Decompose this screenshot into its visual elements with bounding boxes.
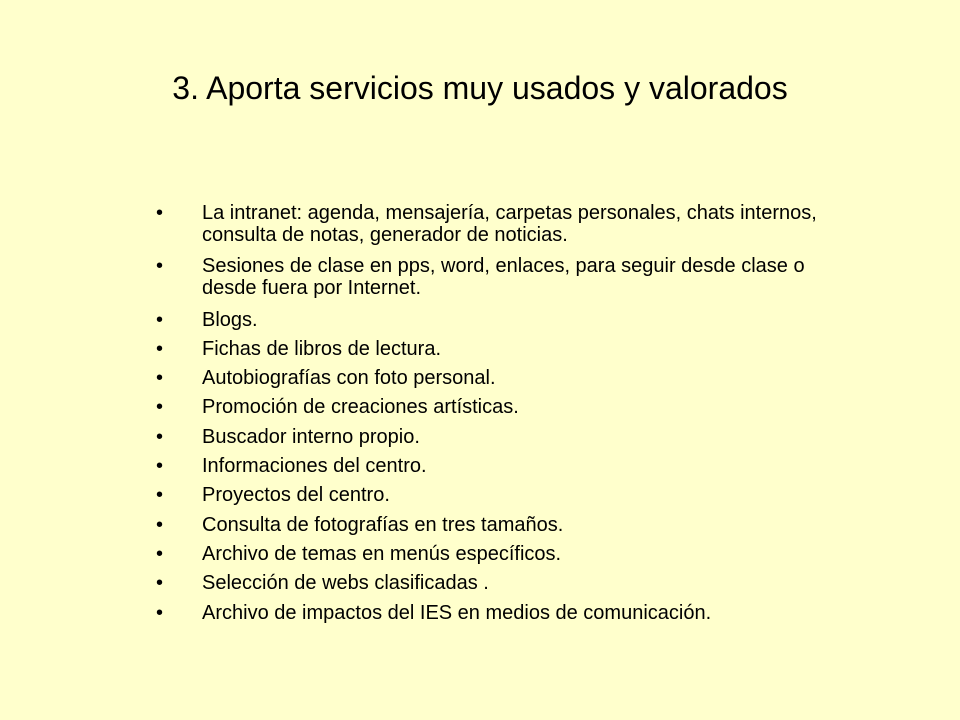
bullet-icon: • (156, 484, 164, 507)
bullet-icon: • (156, 308, 164, 331)
bullet-icon: • (156, 255, 164, 278)
bullet-icon: • (156, 572, 164, 595)
list-item-text: Fichas de libros de lectura. (202, 337, 442, 360)
list-item (156, 455, 846, 477)
list-item (156, 572, 846, 594)
list-item (156, 255, 846, 299)
bullet-icon: • (156, 455, 164, 478)
list-item-text: Sesiones de clase en pps, word, enlaces, para seguir desde clase o desde fuera por Internet. (202, 255, 805, 300)
list-item-text: Archivo de impactos del IES en medios de comunicación. (202, 601, 712, 624)
list-item (156, 543, 846, 565)
bullet-icon: • (156, 601, 164, 624)
bullet-icon: • (156, 396, 164, 419)
list-item (156, 426, 846, 448)
list-item-text: Blogs. (202, 308, 258, 331)
list-item-text: Proyectos del centro. (202, 484, 390, 507)
list-item-text: Consulta de fotografías en tres tamaños. (202, 513, 564, 536)
list-item-text: Buscador interno propio. (202, 425, 420, 448)
bullet-icon: • (156, 367, 164, 390)
list-item-text: Promoción de creaciones artísticas. (202, 396, 519, 419)
list-item-text: Selección de webs clasificadas . (202, 572, 489, 595)
list-item (156, 396, 846, 418)
bullet-icon: • (156, 425, 164, 448)
bullet-icon: • (156, 542, 164, 565)
bullet-list (156, 202, 846, 631)
list-item (156, 309, 846, 331)
list-item-text: La intranet: agenda, mensajería, carpetas personales, chats internos, consulta de notas, generador de noticias. (202, 202, 817, 246)
list-item (156, 202, 846, 246)
bullet-icon: • (156, 337, 164, 360)
slide-title: 3. Aporta servicios muy usados y valorados (172, 70, 788, 106)
bullet-icon: • (156, 513, 164, 536)
bullet-icon: • (156, 202, 164, 224)
list-item (156, 338, 846, 360)
list-item (156, 367, 846, 389)
list-item (156, 514, 846, 536)
list-item-text: Autobiografías con foto personal. (202, 367, 496, 390)
list-item (156, 602, 846, 624)
list-item-text: Informaciones del centro. (202, 455, 427, 478)
list-item (156, 484, 846, 506)
list-item-text: Archivo de temas en menús específicos. (202, 542, 562, 565)
